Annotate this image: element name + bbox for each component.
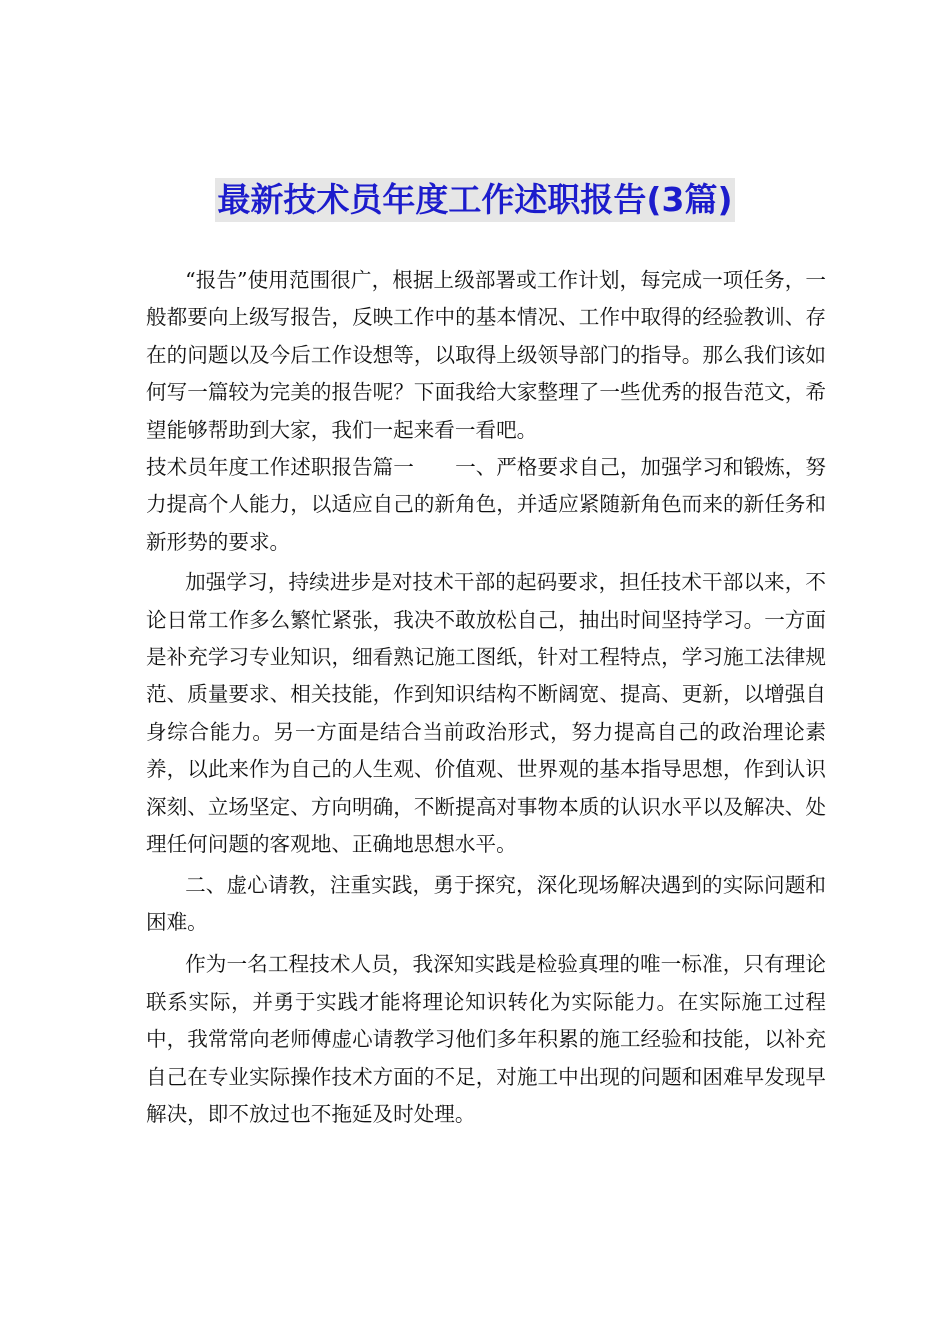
practice-paragraph: 作为一名工程技术人员，我深知实践是检验真理的唯一标准，只有理论联系实际，并勇于实践才能将理论知识转化为实际能力。在实际施工过程中，我常常向老师傅虚心请教学习他们多年积累的施工经验和技能，以补充自己在专业实际操作技术方面的不足，对施工中出现的问题和困难早发现早解决，即不放过也不拖延及时处理。 <box>146 952 826 1126</box>
document-body <box>146 262 826 1133</box>
section-two-heading: 二、虚心请教，注重实践，勇于探究，深化现场解决遇到的实际问题和困难。 <box>146 872 826 934</box>
study-paragraph: 加强学习，持续进步是对技术干部的起码要求，担任技术干部以来，不论日常工作多么繁忙紧张，我决不敢放松自己，抽出时间坚持学习。一方面是补充学习专业知识，细看熟记施工图纸，针对工程特点，学习施工法律规范、质量要求、相关技能，作到知识结构不断阔宽、提高、更新，以增强自身综合能力。另一方面是结合当前政治形式，努力提高自己的政治理论素养，以此来作为自己的人生观、价值观、世界观的基本指导思想，作到认识深刻、立场坚定、方向明确，不断提高对事物本质的认识水平以及解决、处理任何问题的客观地、正确地思想水平。 <box>146 570 826 857</box>
title-container <box>0 178 950 222</box>
section-heading-paragraph: 技术员年度工作述职报告篇一 一、严格要求自己，加强学习和锻炼，努力提高个人能力，以适应自己的新角色，并适应紧随新角色而来的新任务和新形势的要求。 <box>146 455 826 554</box>
document-title: 最新技术员年度工作述职报告(3篇) <box>215 178 734 222</box>
intro-paragraph: “报告”使用范围很广，根据上级部署或工作计划，每完成一项任务，一般都要向上级写报告，反映工作中的基本情况、工作中取得的经验教训、存在的问题以及今后工作设想等，以取得上级领导部门的指导。那么我们该如何写一篇较为完美的报告呢？下面我给大家整理了一些优秀的报告范文，希望能够帮助到大家，我们一起来看一看吧。 <box>146 268 826 442</box>
